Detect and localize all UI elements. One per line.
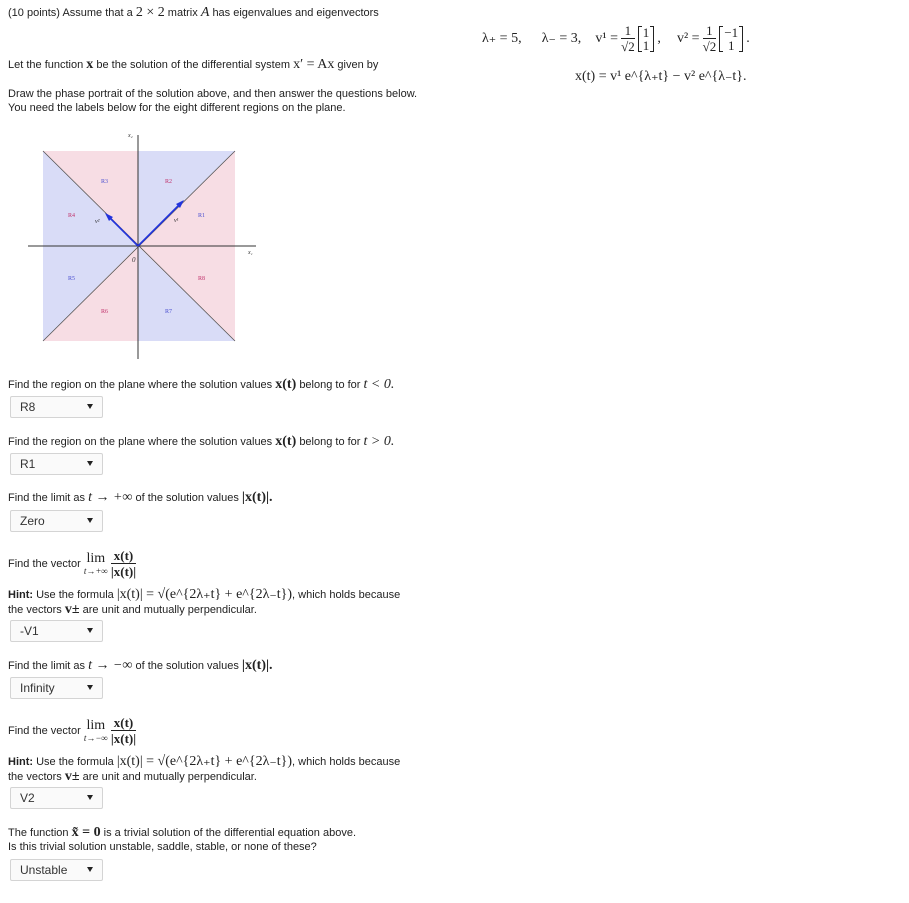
origin-label: 0 <box>132 256 136 264</box>
answer-select-7[interactable]: Unstable <box>10 859 103 881</box>
v1-vector: 1 1 <box>638 26 655 52</box>
chevron-down-icon <box>87 867 93 872</box>
hint-6: Hint: Use the formula |x(t)| = √(e^{2λ₊t} + e^{2λ₋t}), which holds because <box>8 754 401 769</box>
question-7: The function x̃ = 0 is a trivial solution of the differential equation above. <box>8 825 357 840</box>
hint-4-line2: the vectors v± are unit and mutually perpendicular. <box>8 602 257 617</box>
v2-label: v² = <box>676 30 700 46</box>
chevron-down-icon <box>87 461 93 466</box>
problem-header: (10 points) Assume that a 2 × 2 matrix A has eigenvalues and eigenvectors <box>8 5 379 20</box>
chevron-down-icon <box>87 685 93 690</box>
region-label-r7: R7 <box>165 309 173 315</box>
hint-6-line2: the vectors v± are unit and mutually perpendicular. <box>8 769 257 784</box>
answer-select-1[interactable]: R8 <box>10 396 103 418</box>
answer-select-3[interactable]: Zero <box>10 510 103 532</box>
x-axis-label: x₁ <box>248 250 253 256</box>
answer-select-4[interactable]: -V1 <box>10 620 103 642</box>
question-3: Find the limit as t → +∞ of the solution values |x(t)|. <box>8 490 273 505</box>
region-label-r1: R1 <box>198 213 206 219</box>
region-label-r2: R2 <box>165 179 173 185</box>
answer-select-6[interactable]: V2 <box>10 787 103 809</box>
y-axis-label: x₂ <box>128 133 133 139</box>
answer-select-2[interactable]: R1 <box>10 453 103 475</box>
chevron-down-icon <box>87 628 93 633</box>
question-7-line2: Is this trivial solution unstable, saddle, stable, or none of these? <box>8 841 317 853</box>
answer-select-5[interactable]: Infinity <box>10 677 103 699</box>
points-label: (10 points) <box>8 7 60 19</box>
question-5: Find the limit as t → −∞ of the solution values |x(t)|. <box>8 658 273 673</box>
eigenvector-v1-label: v¹ <box>174 218 179 224</box>
v2-vector: −1 1 <box>719 26 743 52</box>
question-2: Find the region on the plane where the solution values x(t) belong to for t > 0. <box>8 434 395 449</box>
region-label-r8: R8 <box>198 276 206 282</box>
instructions-1: Draw the phase portrait of the solution above, and then answer the questions below. <box>8 88 418 100</box>
solution-formula: x(t) = v¹ e^{λ₊t} − v² e^{λ₋t}. <box>575 69 747 84</box>
chevron-down-icon <box>87 404 93 409</box>
region-label-r5: R5 <box>68 276 76 282</box>
chevron-down-icon <box>87 795 93 800</box>
question-6: Find the vector lim t→−∞ $\frac{x(t)}{|x(t)|}$ <box>8 715 137 746</box>
eigenvector-v2-label: v² <box>95 219 100 225</box>
question-1: Find the region on the plane where the solution values x(t) belong to for t < 0. <box>8 377 395 392</box>
region-label-r6: R6 <box>101 309 109 315</box>
problem-statement: Let the function x be the solution of the differential system x′ = Ax given by <box>8 57 379 72</box>
chevron-down-icon <box>87 518 93 523</box>
v1-label: v¹ = <box>595 30 618 46</box>
question-4: Find the vector lim t→+∞ $\frac{x(t)}{|x(t)|}$ <box>8 548 137 579</box>
region-label-r4: R4 <box>68 213 76 219</box>
eigen-values: λ₊ = 5, λ₋ = 3, v¹ = $\frac{1}{√2}$ 1 1 , v² = $\frac{1}{√2}$ −1 1 . <box>482 23 750 54</box>
region-label-r3: R3 <box>101 179 109 185</box>
phase-portrait-diagram <box>8 117 271 377</box>
hint-4: Hint: Use the formula |x(t)| = √(e^{2λ₊t} + e^{2λ₋t}), which holds because <box>8 587 401 602</box>
instructions-2: You need the labels below for the eight different regions on the plane. <box>8 102 346 114</box>
